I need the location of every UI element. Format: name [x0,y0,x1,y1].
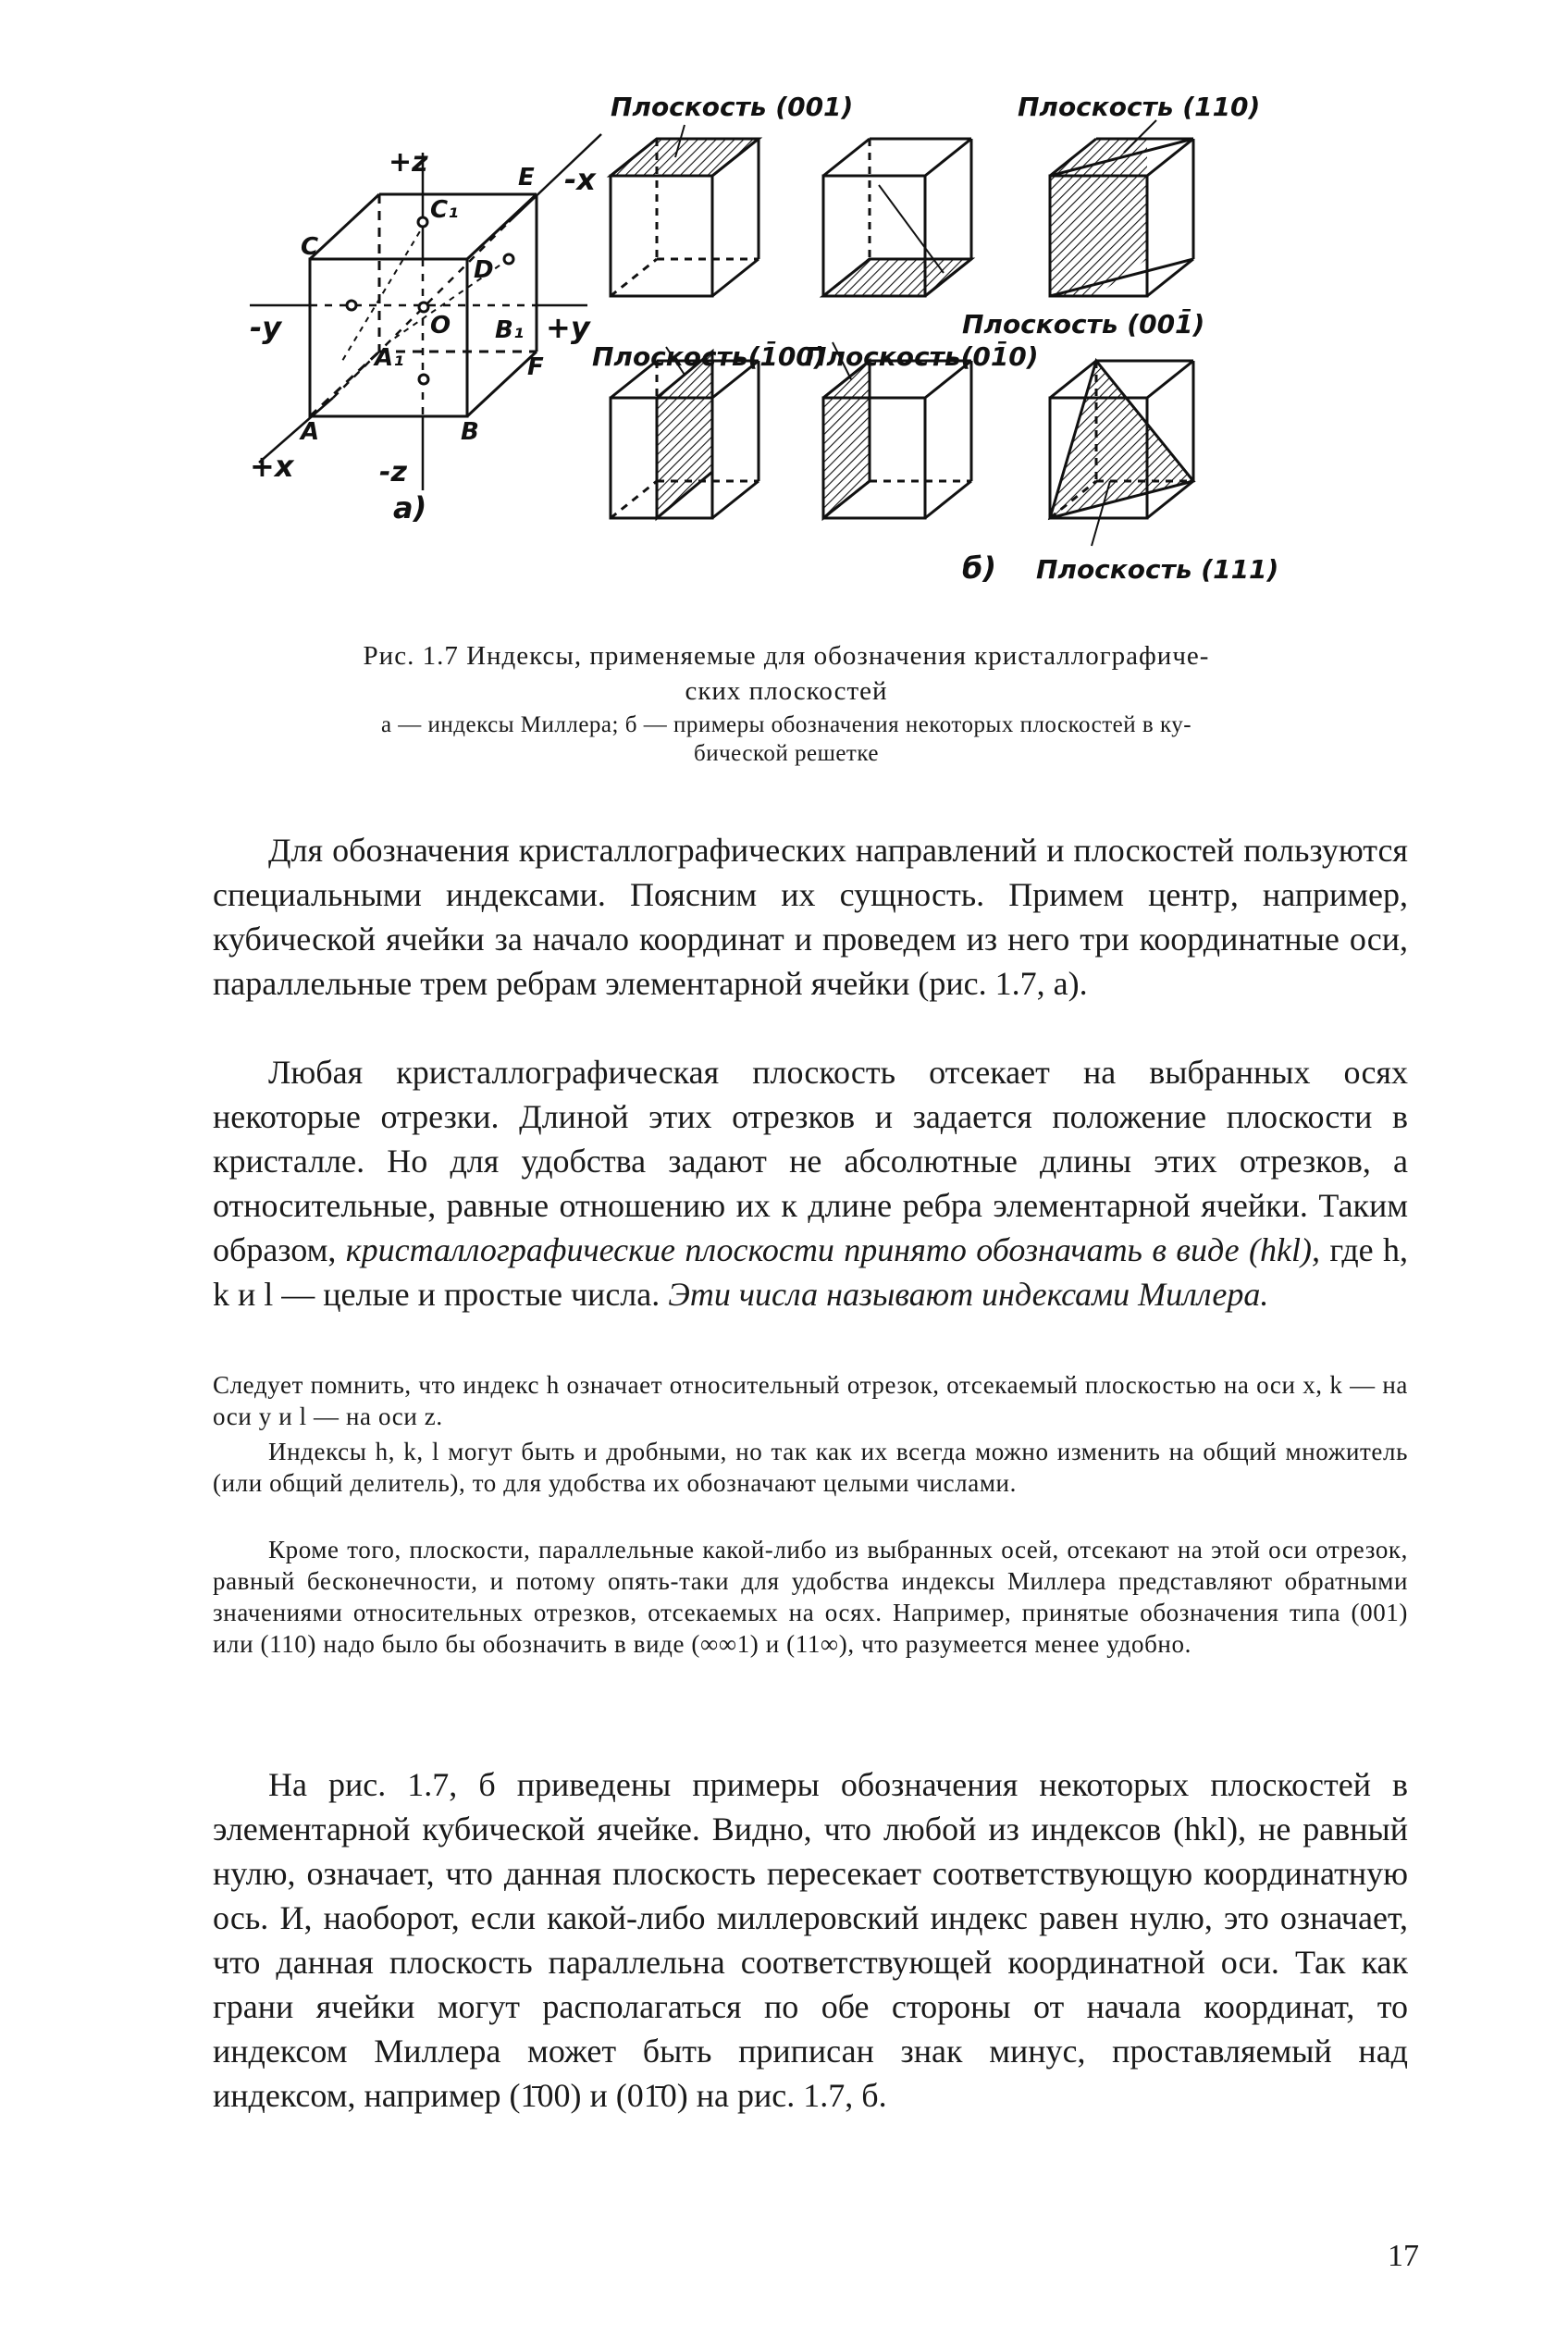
axis-plus-y: +y [546,310,590,345]
paragraph-2-italic-end: Эти числа называют индексами Миллера. [668,1276,1269,1313]
label-plane-110: Плоскость (110) [1018,92,1261,122]
point-a1: A₁ [375,344,404,372]
point-e: E [518,164,535,192]
paragraph-2 [213,1050,1408,1316]
axis-plus-z: +z [389,146,428,179]
caption-title-line-1: Рис. 1.7 Индексы, применяемые для обозначения кристаллографиче- [363,641,1210,671]
axis-plus-x: +x [250,449,294,484]
paragraph-2-start: Любая кристаллографическая плоскость отсекает на выбранных осях некоторые отрезки. Длиной этих отрезков и задается положение плоскости в кристалле. Но для удобства задают не абсолютные длины этих отрезков, а относительные, равные отношению их к длине ребра элементарной ячейки. Таким образом, [213,1054,1408,1268]
panel-a-label: а) [393,490,427,525]
point-f: F [527,353,544,381]
paragraph-1: Для обозначения кристаллографических направлений и плоскостей пользуются специальными индексами. Поясним их сущность. Примем центр, например, кубической ячейки за начало координат и проведем из него три координатные оси, параллельные трем ребрам элементарной ячейки (рис. 1.7, а). [213,832,1408,1002]
paragraph-3: На рис. 1.7, б приведены примеры обозначения некоторых плоскостей в элементарной кубической ячейке. Видно, что любой из индексов (hkl), не равный нулю, означает, что данная плоскость пересекает соответствующую координатную ось. И, наоборот, если какой-либо миллеровский индекс равен нулю, это означает, что данная плоскость параллельна соответствующей координатной оси. Так как грани ячейки могут располагаться по обе стороны от начала координат, то индексом Миллера может быть приписан знак минус, проставляемый над индексом, например (1̄00) и (01̄0) на рис. 1.7, б. [213,1766,1408,2114]
label-plane-001: Плоскость (001) [611,92,854,122]
cube-plane-111 [1050,361,1193,546]
axis-minus-z: -z [379,456,407,488]
point-o: O [430,312,451,340]
small-paragraph-3: Кроме того, плоскости, параллельные какой-либо из выбранных осей, отсекают на этой оси отрезок, равный бесконечности, и потому опять-таки для удобства индексы Миллера представляют обратными значениями относительных отрезков, отсекаемых на осях. Например, принятые обозначения типа (001) или (110) надо было бы обозначить в виде (∞∞1) и (11∞), что разумеется менее удобно. [213,1536,1408,1658]
point-b1: B₁ [495,316,525,344]
point-c: C [301,233,319,261]
point-d: D [474,256,494,284]
figure-caption-title [222,638,1351,709]
caption-title-line-2: ских плоскостей [685,676,888,706]
small-paragraph-2: Индексы h, k, l могут быть и дробными, но так как их всегда можно изменить на общий множитель (или общий делитель), то для удобства их обозначают целыми числами. [213,1438,1408,1497]
point-a: A [301,418,320,446]
point-b: B [461,418,479,446]
label-plane-01-0: Плоскость(01̄0) [805,341,1039,372]
label-plane-00-1: Плоскость (001̄) [962,309,1205,340]
figure-1-7 [231,83,1341,611]
point-c1: C₁ [430,196,459,224]
cube-plane-00-1 [823,139,971,296]
caption-sub-line-2: бической решетке [694,741,879,766]
panel-b-label: б) [962,550,996,586]
cube-plane-1-00 [611,347,759,518]
figure-caption-sub [222,711,1351,768]
label-plane-111: Плоскость (111) [1036,554,1279,585]
cube-plane-110 [1050,120,1193,296]
paragraph-2-italic: кристаллографические плоскости принято обозначать в виде (hkl), [345,1231,1320,1268]
caption-sub-line-1: а — индексы Миллера; б — примеры обозначения некоторых плоскостей в ку- [380,712,1192,737]
small-paragraph-1: Следует помнить, что индекс h означает относительный отрезок, отсекаемый плоскостью на оси x, k — на оси y и l — на оси z. [213,1371,1408,1430]
axis-minus-x: -x [564,162,596,197]
cube-plane-001 [611,125,759,296]
label-plane-1-00: Плоскость(1̄00) [592,341,826,372]
page-number: 17 [1388,2239,1419,2273]
axis-minus-y: -y [250,310,282,345]
paragraph-2-mid: где h, k и l — целые и простые числа. [213,1231,1408,1313]
